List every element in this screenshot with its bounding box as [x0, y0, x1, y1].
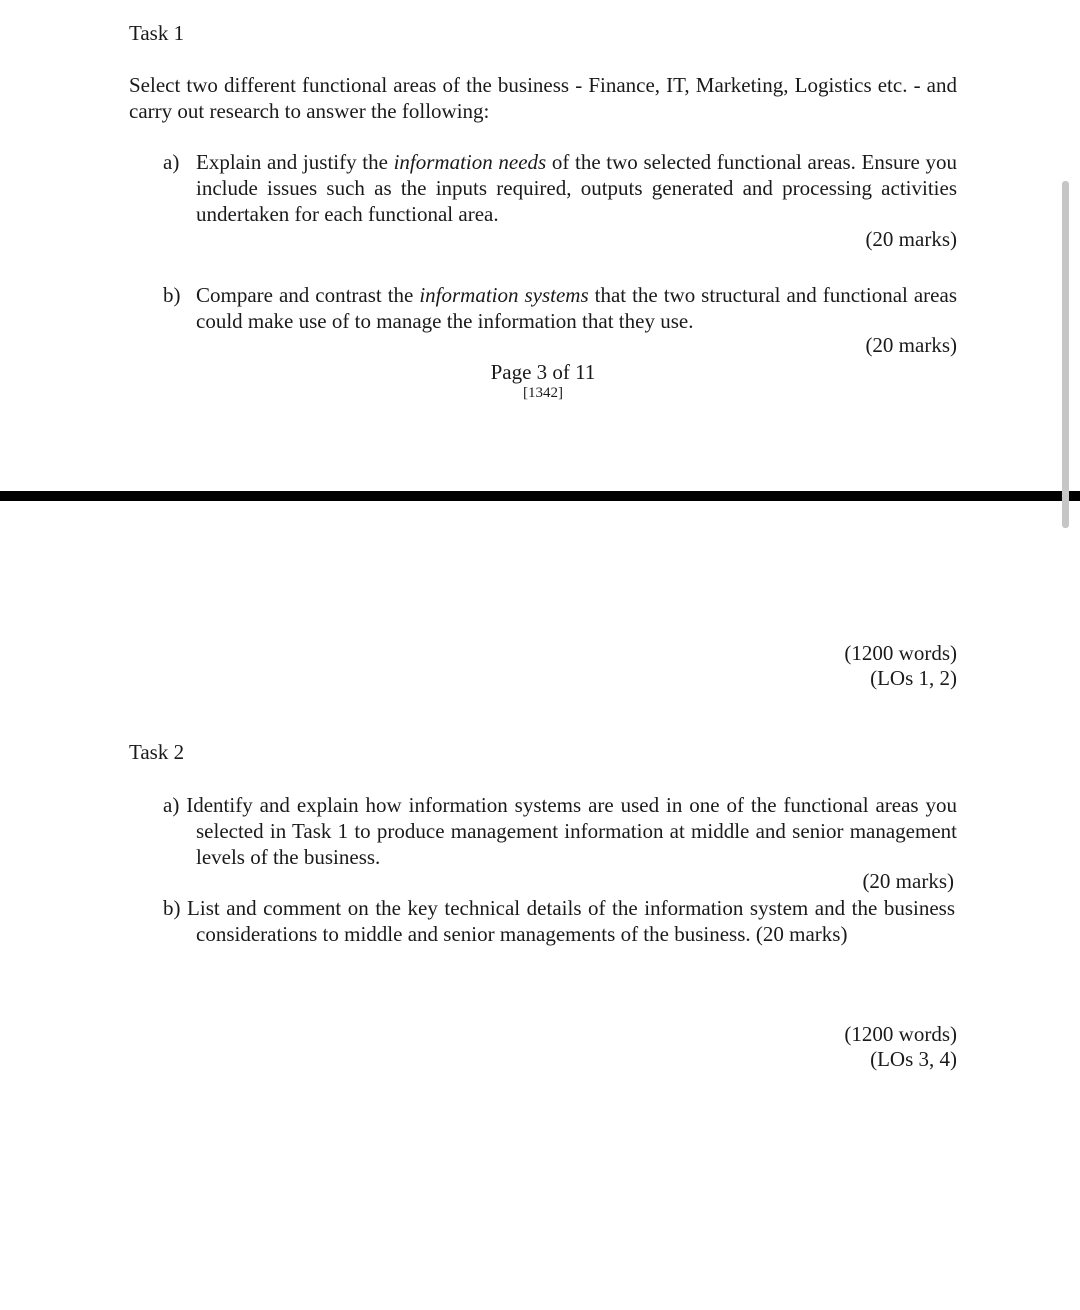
task2-b-marks: (20 marks): [755, 922, 848, 946]
task1-intro: Select two different functional areas of the business - Finance, IT, Marketing, Logistics etc. - and carry out research to answer the following:: [129, 73, 957, 123]
task1-learning-outcomes: (LOs 1, 2): [870, 666, 957, 690]
task2-a-text: a) Identify and explain how information systems are used in one of the functional areas you selected in Task 1 to produce management information at middle and senior management levels of the business.: [163, 793, 958, 869]
page-number: Page 3 of 11: [490, 360, 596, 384]
task1-word-count: (1200 words): [844, 641, 957, 665]
task2-learning-outcomes: (LOs 3, 4): [870, 1047, 957, 1071]
task1-a-emphasis: information needs: [393, 150, 547, 174]
task1-a-marks: (20 marks): [865, 227, 957, 251]
task2-b-text: b) List and comment on the key technical details of the information system and the business considerations to middle and senior managements of the business. (20 marks): [163, 896, 956, 946]
page-separator: [0, 491, 1080, 501]
task2-a-marks: (20 marks): [862, 869, 954, 893]
task1-b-emphasis: information systems: [419, 283, 589, 307]
task2-question-a: [163, 792, 957, 870]
task2-title: Task 2: [129, 740, 185, 764]
task1-b-marks: (20 marks): [865, 333, 957, 357]
document-code: [1342]: [523, 385, 563, 401]
task1-b-label: b): [163, 283, 181, 307]
task1-a-label: a): [163, 150, 180, 174]
task2-question-b: [163, 895, 955, 947]
task1-a-text: Explain and justify the information needs of the two selected functional areas. Ensure you include issues such as the inputs required, outputs generated and processing activities undertaken for each functional area.: [196, 150, 957, 226]
task1-question-b: [163, 282, 957, 334]
task2-word-count: (1200 words): [844, 1022, 957, 1046]
vertical-scrollbar[interactable]: [1062, 181, 1069, 528]
task1-b-text: Compare and contrast the information systems that the two structural and functional areas could make use of to manage the information that they use.: [196, 283, 957, 333]
task1-question-a: [163, 149, 957, 227]
task2-a-label: a): [163, 793, 180, 817]
task2-b-label: b): [163, 896, 181, 920]
task1-title: Task 1: [129, 21, 185, 45]
